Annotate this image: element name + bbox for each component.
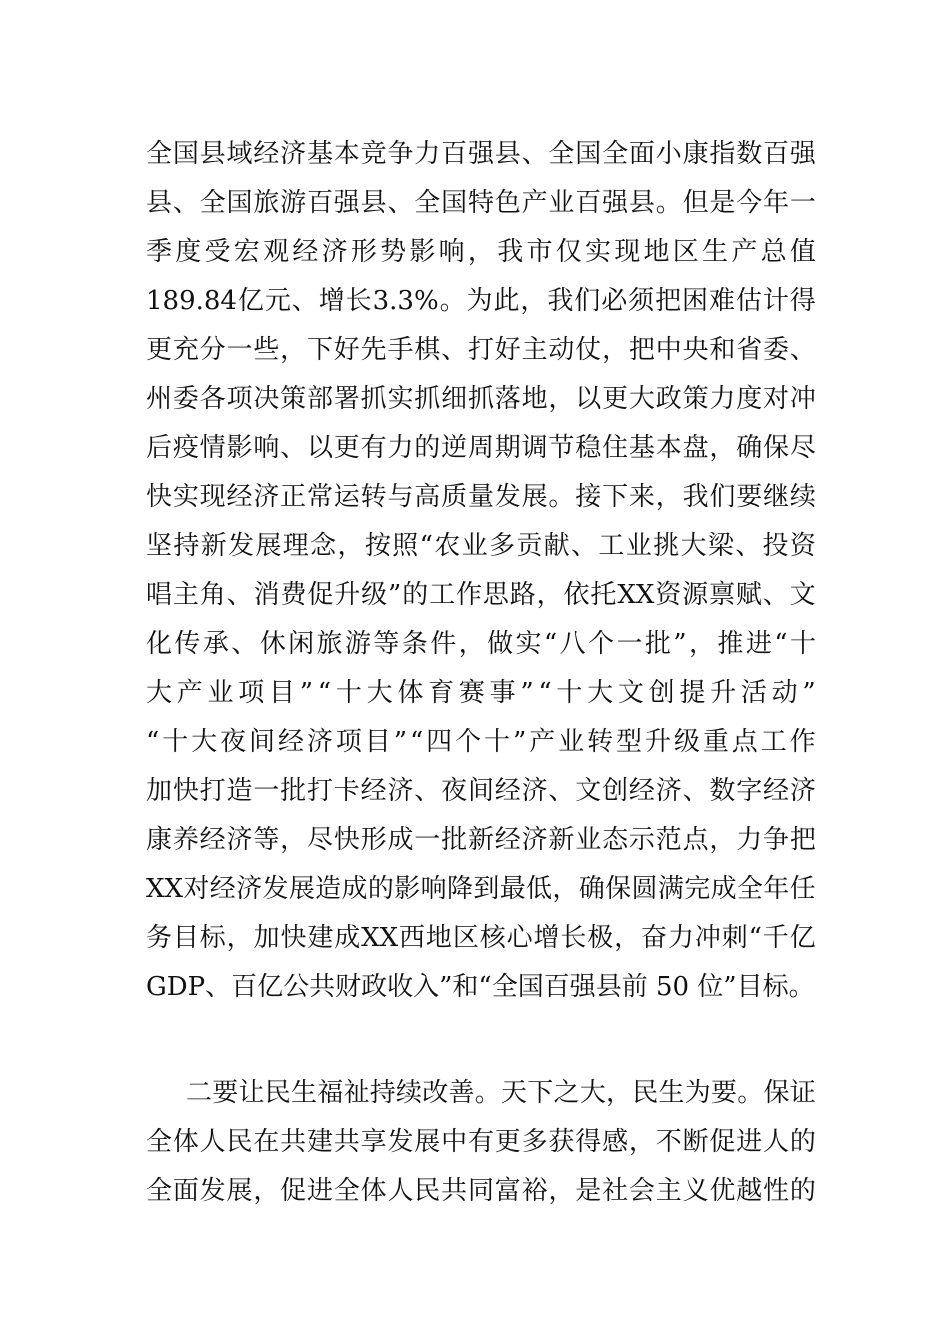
text-line: 务 目 标 ， 加 快 建 成 XX 西 地 区 核 心 增 长 极 ， 奋 力 冲 刺 “ 千 亿	[146, 923, 816, 953]
text-line: 唱 主 角 、 消 费 促 升 级 ” 的 工 作 思 路 ， 依 托 XX 资 源 禀 赋 、 文	[146, 580, 816, 610]
text-line: 县 、 全 国 旅 游 百 强 县 、 全 国 特 色 产 业 百 强 县 。 但 是 今 年 一	[146, 188, 816, 218]
text-line: 快 实 现 经 济 正 常 运 转 与 高 质 量 发 展 。 接 下 来 ， 我 们 要 继 续	[146, 482, 816, 512]
text-line: 全 国 县 域 经 济 基 本 竞 争 力 百 强 县 、 全 国 全 面 小 康 指 数 百 强	[146, 139, 816, 169]
text-line: 州 委 各 项 决 策 部 署 抓 实 抓 细 抓 落 地 ， 以 更 大 政 策 力 度 对 冲	[146, 384, 816, 414]
text-line: 189.84 亿 元 、 增 长 3.3% 。 为 此 ， 我 们 必 须 把 困 难 估 计 得	[146, 286, 816, 316]
text-line: 全 体 人 民 在 共 建 共 享 发 展 中 有 更 多 获 得 感 ， 不 断 促 进 人 的	[146, 1127, 816, 1157]
text-line: 后 疫 情 影 响 、 以 更 有 力 的 逆 周 期 调 节 稳 住 基 本 盘 ， 确 保 尽	[146, 433, 816, 463]
text-line: GDP、百亿公共财政收入”和“全国百强县前 50 位”目标。	[146, 972, 815, 1002]
text-line: XX 对 经 济 发 展 造 成 的 影 响 降 到 最 低 ， 确 保 圆 满 完 成 全 年 任	[146, 874, 816, 904]
text-line: “ 十 大 夜 间 经 济 项 目 ” “ 四 个 十 ” 产 业 转 型 升 级 重 点 工 作	[146, 727, 816, 757]
text-line: 更 充 分 一 些 ， 下 好 先 手 棋 、 打 好 主 动 仗 ， 把 中 央 和 省 委 、	[146, 335, 816, 365]
text-line: 康 养 经 济 等 ， 尽 快 形 成 一 批 新 经 济 新 业 态 示 范 点 ， 力 争 把	[146, 825, 816, 855]
text-line: 加 快 打 造 一 批 打 卡 经 济 、 夜 间 经 济 、 文 创 经 济 、 数 字 经 济	[146, 776, 816, 806]
text-line: 全 面 发 展 ， 促 进 全 体 人 民 共 同 富 裕 ， 是 社 会 主 义 优 越 性 的	[146, 1176, 816, 1206]
text-line: 二 要 让 民 生 福 祉 持 续 改 善 。 天 下 之 大 ， 民 生 为 要 。 保 证	[186, 1078, 816, 1108]
text-line: 坚 持 新 发 展 理 念 ， 按 照 “ 农 业 多 贡 献 、 工 业 挑 大 梁 、 投 资	[146, 531, 816, 561]
text-line: 季 度 受 宏 观 经 济 形 势 影 响 ， 我 市 仅 实 现 地 区 生 产 总 值	[146, 237, 816, 267]
text-line: 化 传 承 、 休 闲 旅 游 等 条 件 ， 做 实 “ 八 个 一 批 ” ， 推 进 “ 十	[146, 629, 816, 659]
text-line: 大 产 业 项 目 ” “ 十 大 体 育 赛 事 ” “ 十 大 文 创 提 升 活 动 ”	[146, 678, 816, 708]
